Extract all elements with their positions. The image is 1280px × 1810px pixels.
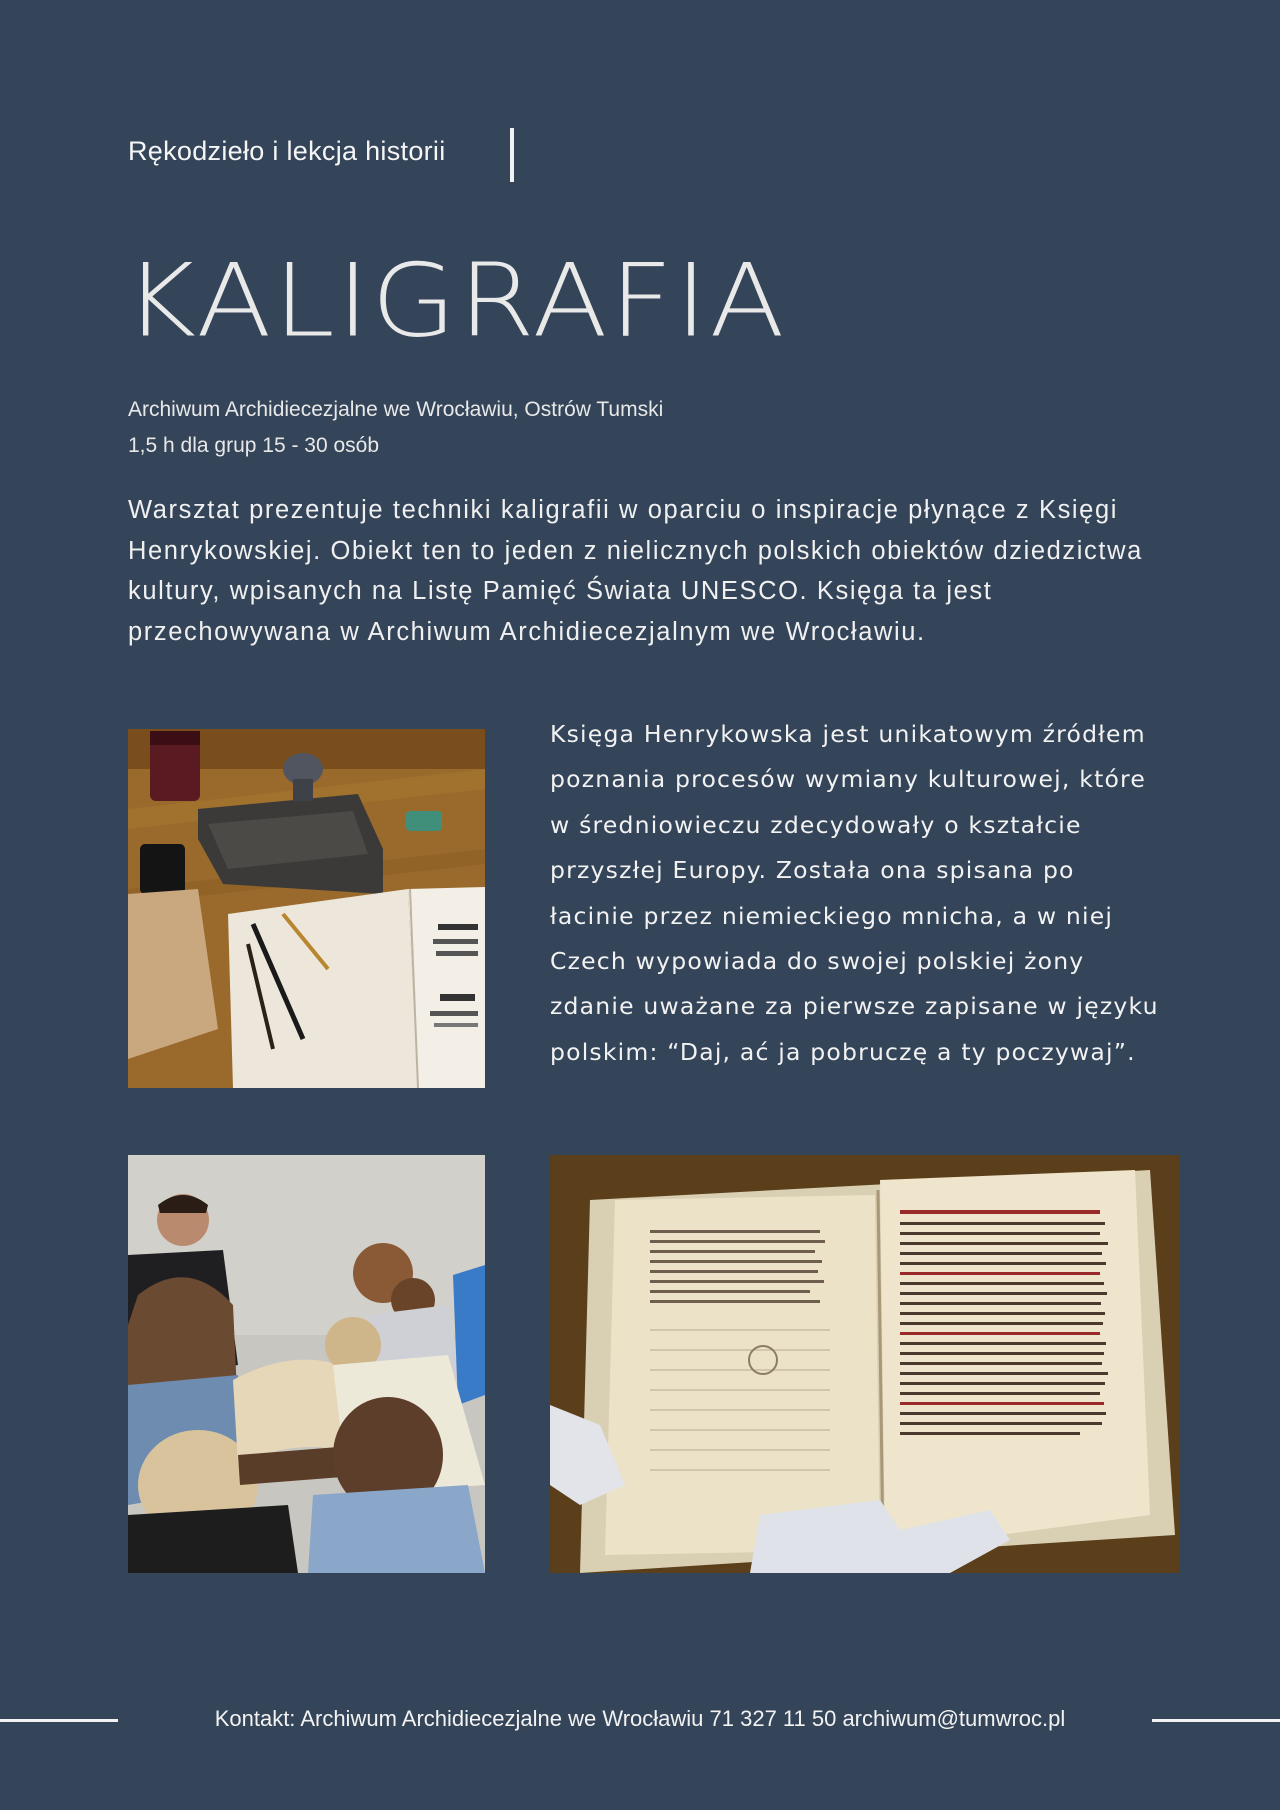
eyebrow-divider [510, 128, 514, 182]
location-text: Archiwum Archidiecezjalne we Wrocławiu, Ostrów Tumski [128, 398, 664, 421]
henrykow-book-text: Księga Henrykowska jest unikatowym źródłem poznania procesów wymiany kulturowej, które w średniowieczu zdecydowały o kształcie przyszłej Europy. Została ona spisana po łacinie przez niemieckiego mnicha, a w niej Czech wypowiada do swojej polskiej żony zdanie uważane za pierwsze zapisane w języku polskim: “Daj, ać ja pobruczę a ty poczywaj”. [550, 720, 1159, 1066]
footer-contact: Kontakt: Archiwum Archidiecezjalne we Wrocławiu 71 327 11 50 archiwum@tumwroc.pl [214, 1706, 1066, 1731]
page-title: KALIGRAFIA [124, 241, 787, 360]
workshop-group-photo [128, 1155, 485, 1573]
calligraphy-tools-photo [128, 729, 485, 1088]
henrykow-book-photo [550, 1155, 1180, 1573]
intro-paragraph: Warsztat prezentuje techniki kaligrafii w oparciu o inspiracje płynące z Księgi Henrykowskiej. Obiekt ten to jeden z nielicznych polskich obiektów dziedzictwa kultury, wpisanych na Listę Pamięć Świata UNESCO. Księga ta jest przechowywana w Archiwum Archidiecezjalnym we Wrocławiu. [128, 496, 1143, 646]
duration-text: 1,5 h dla grup 15 - 30 osób [128, 434, 380, 457]
eyebrow-text: Rękodzieło i lekcja historii [128, 136, 446, 166]
